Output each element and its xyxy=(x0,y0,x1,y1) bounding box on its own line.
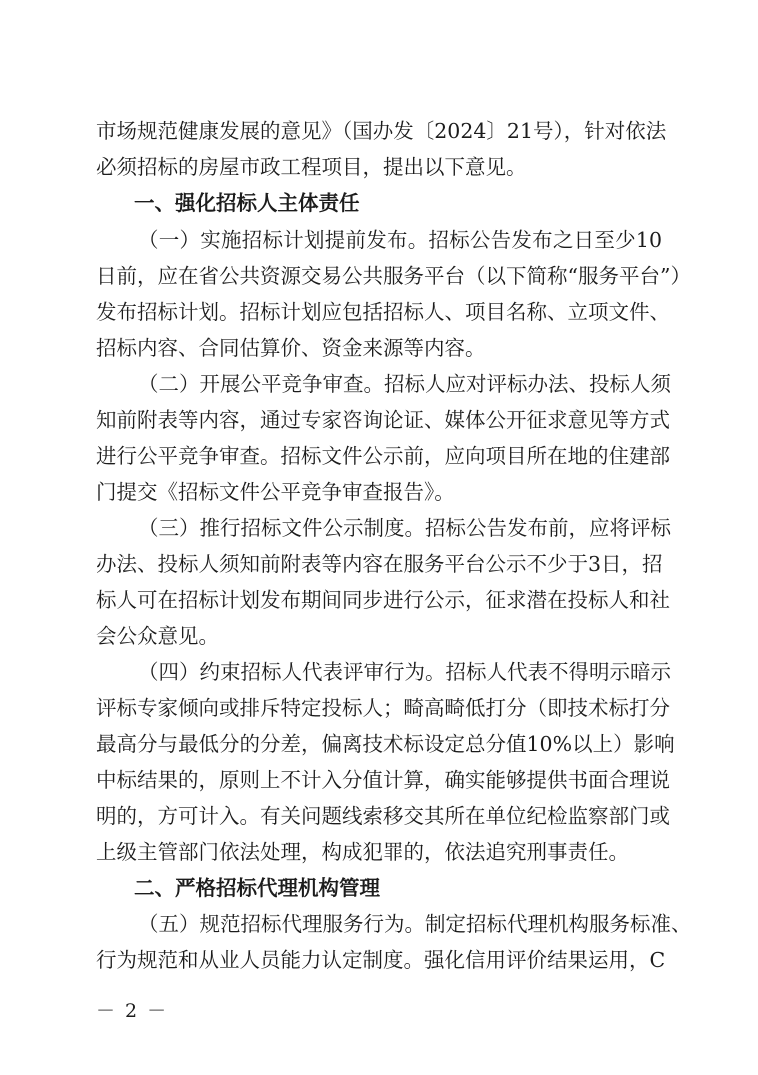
body-line: 标人可在招标计划发布期间同步进行公示，征求潜在投标人和社 xyxy=(96,588,670,612)
body-line: 评标专家倾向或排斥特定投标人；畸高畸低打分（即技术标打分 xyxy=(96,696,670,720)
body-line: 知前附表等内容，通过专家咨询论证、媒体公开征求意见等方式 xyxy=(96,408,670,432)
body-line: 日前，应在省公共资源交易公共服务平台（以下简称“服务平台”） xyxy=(96,264,691,288)
section-heading: 一、强化招标人主体责任 xyxy=(134,191,360,215)
body-line: 中标结果的，原则上不计入分值计算，确实能够提供书面合理说 xyxy=(96,768,670,792)
body-line: （三）推行招标文件公示制度。招标公告发布前，应将评标 xyxy=(138,516,671,540)
body-line: 行为规范和从业人员能力认定制度。强化信用评价结果运用，C xyxy=(96,948,666,972)
body-line: 上级主管部门依法处理，构成犯罪的，依法追究刑事责任。 xyxy=(96,840,629,864)
body-line: 必须招标的房屋市政工程项目，提出以下意见。 xyxy=(96,155,527,179)
body-line: 市场规范健康发展的意见》（国办发〔2024〕21号），针对依法 xyxy=(96,119,667,143)
body-line: 会公众意见。 xyxy=(96,624,219,648)
body-line: 明的，方可计入。有关问题线索移交其所在单位纪检监察部门或 xyxy=(96,804,670,828)
body-line: （二）开展公平竞争审查。招标人应对评标办法、投标人须 xyxy=(138,372,671,396)
body-line: 办法、投标人须知前附表等内容在服务平台公示不少于3日，招 xyxy=(96,552,663,576)
section-heading: 二、严格招标代理机构管理 xyxy=(134,876,380,900)
body-line: 进行公平竞争审查。招标文件公示前，应向项目所在地的住建部 xyxy=(96,444,670,468)
body-line: 最高分与最低分的分差，偏离技术标设定总分值10%以上）影响 xyxy=(96,732,675,756)
body-line: 发布招标计划。招标计划应包括招标人、项目名称、立项文件、 xyxy=(96,300,670,324)
body-line: 招标内容、合同估算价、资金来源等内容。 xyxy=(96,336,486,360)
body-line: （一）实施招标计划提前发布。招标公告发布之日至少10 xyxy=(138,228,662,252)
page-number: － 2 － xyxy=(96,1000,169,1022)
body-line: （四）约束招标人代表评审行为。招标人代表不得明示暗示 xyxy=(138,660,671,684)
body-line: 门提交《招标文件公平竞争审查报告》。 xyxy=(96,480,455,504)
body-line: （五）规范招标代理服务行为。制定招标代理机构服务标准、 xyxy=(138,912,692,936)
